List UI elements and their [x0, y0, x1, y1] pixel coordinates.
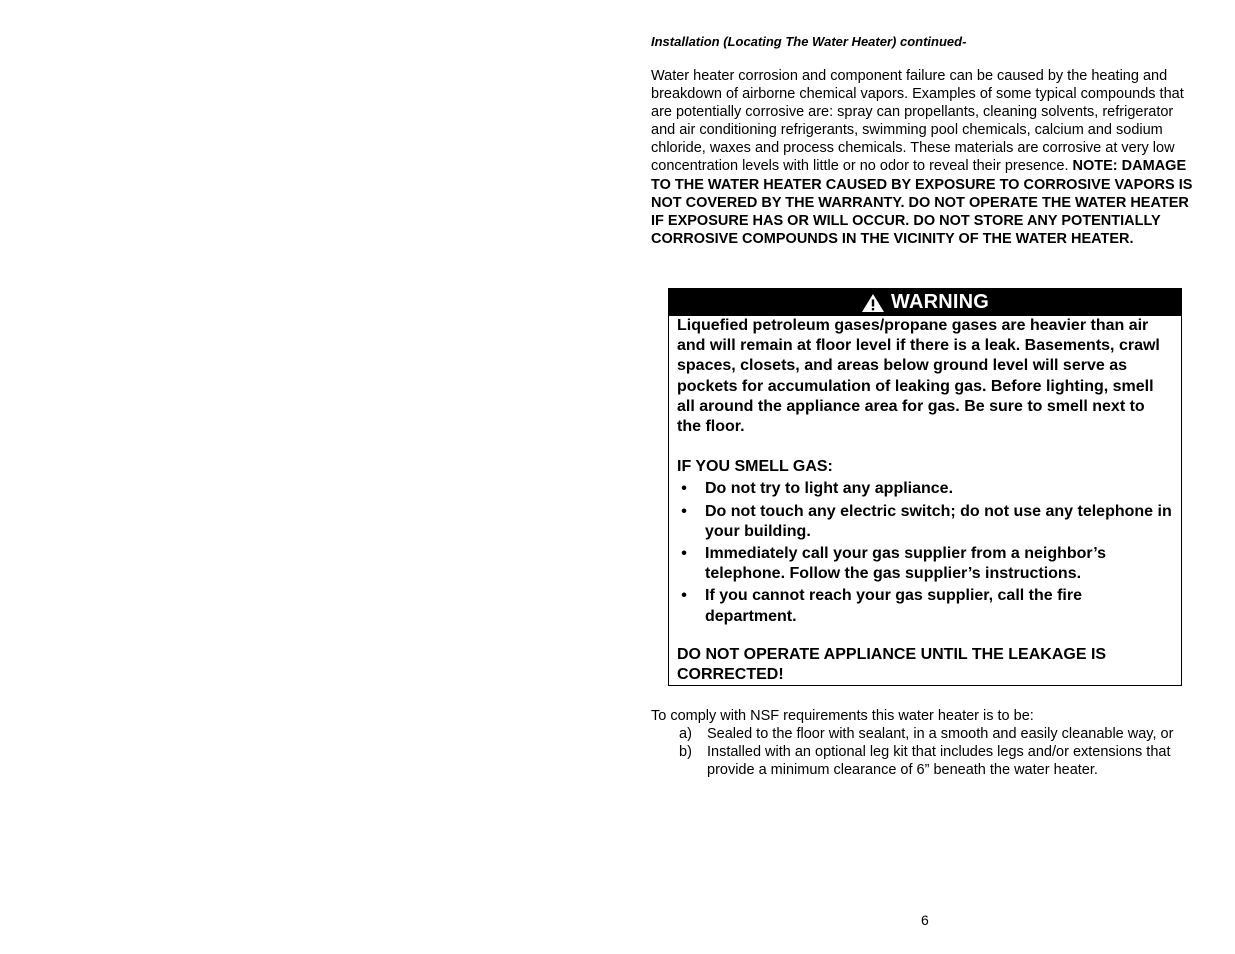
- corrosion-note: NOTE: DAMAGE TO THE WATER HEATER CAUSED BY EXPOSURE TO CORROSIVE VAPORS IS NOT COVERED BY THE WARRANTY. DO NOT OPERATE THE WATER HEATER IF EXPOSURE HAS OR WILL OCCUR. DO NOT STORE ANY POTENTIALLY CORROSIVE COMPOUNDS IN THE VICINITY OF THE WATER HEATER.: [651, 158, 1193, 247]
- corrosion-paragraph: [651, 67, 1197, 248]
- nsf-intro: To comply with NSF requirements this water heater is to be:: [651, 708, 1034, 724]
- smell-gas-heading: IF YOU SMELL GAS:: [677, 458, 833, 476]
- page-number: 6: [921, 912, 929, 928]
- corrosion-text: Water heater corrosion and component failure can be caused by the heating and breakdown of airborne chemical vapors. Examples of some typical compounds that are potentially corrosive are: spray can propellants, cleaning solvents, refrigerator and air conditioning refrigerants, swimming pool chemicals, calcium and sodium chloride, waxes and process chemicals. These materials are corrosive at very low concentration levels with little or no odor to reveal their presence.: [651, 68, 1184, 175]
- nsf-requirements: [651, 707, 1197, 779]
- list-item: • If you cannot reach your gas supplier, call the fire department.: [681, 587, 1082, 625]
- list-item: b) Installed with an optional leg kit that includes legs and/or extensions that provide a minimum clearance of 6” beneath the water heater.: [679, 744, 1171, 779]
- list-item: • Do not touch any electric switch; do not use any telephone in your building.: [681, 502, 1172, 540]
- gas-instructions-list: [677, 479, 1173, 626]
- section-heading: Installation (Locating The Water Heater) continued-: [651, 34, 967, 49]
- list-item: • Do not try to light any appliance.: [681, 480, 954, 498]
- warning-triangle-icon: [861, 293, 885, 313]
- warning-box: [668, 288, 1182, 686]
- warning-body: [669, 316, 1181, 685]
- warning-final: DO NOT OPERATE APPLIANCE UNTIL THE LEAKAGE IS CORRECTED!: [677, 645, 1107, 684]
- warning-intro: Liquefied petroleum gases/propane gases are heavier than air and will remain at floor level if there is a leak. Basements, crawl spaces, closets, and areas below ground level will serve as pockets for accumulation of leaking gas. Before lighting, smell all around the appliance area for gas. Be sure to smell next to the floor.: [677, 317, 1160, 436]
- nsf-list: [651, 725, 1197, 779]
- list-item: a) Sealed to the floor with sealant, in a smooth and easily cleanable way, or: [679, 726, 1174, 743]
- warning-header: [669, 289, 1181, 316]
- list-item: • Immediately call your gas supplier from a neighbor’s telephone. Follow the gas supplier’s instructions.: [681, 545, 1106, 583]
- warning-title: WARNING: [890, 291, 990, 313]
